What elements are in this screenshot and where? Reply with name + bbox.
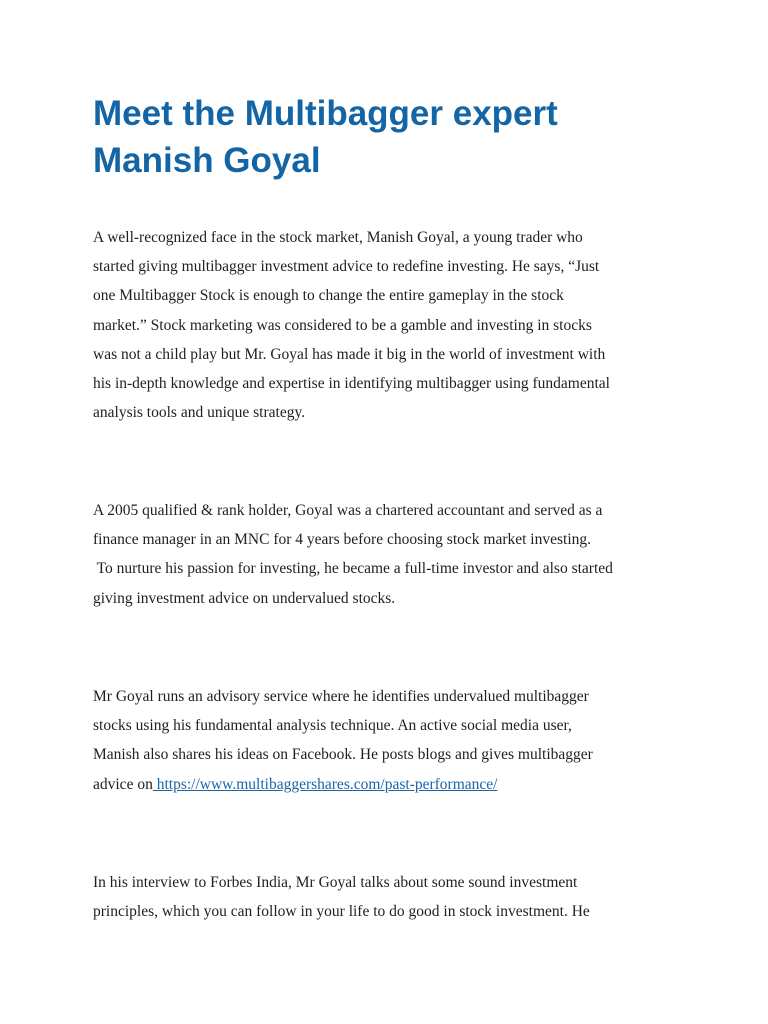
paragraph-line: To nurture his passion for investing, he became a full-time investor and also started xyxy=(93,560,613,578)
paragraph-line: his in-depth knowledge and expertise in identifying multibagger using fundamental xyxy=(93,375,610,393)
past-performance-link[interactable]: https://www.multibaggershares.com/past-performance/ xyxy=(152,775,498,793)
paragraph-line: analysis tools and unique strategy. xyxy=(93,404,306,422)
paragraph-line: finance manager in an MNC for 4 years before choosing stock market investing. xyxy=(93,531,591,549)
paragraph-line: A well-recognized face in the stock market, Manish Goyal, a young trader who xyxy=(93,229,583,246)
paragraph-line: giving investment advice on undervalued stocks. xyxy=(93,589,396,607)
paragraph-line xyxy=(93,770,693,799)
paragraph-advisory xyxy=(93,682,693,799)
paragraph-line: stocks using his fundamental analysis technique. An active social media user, xyxy=(93,717,572,735)
paragraph-line: In his interview to Forbes India, Mr Goyal talks about some sound investment xyxy=(93,874,578,891)
paragraph-line: one Multibagger Stock is enough to change the entire gameplay in the stock xyxy=(93,287,564,305)
paragraph-intro xyxy=(93,223,693,427)
paragraph-line: Manish also shares his ideas on Facebook. He posts blogs and gives multibagger xyxy=(93,746,593,764)
paragraph-line: market.” Stock marketing was considered to be a gamble and investing in stocks xyxy=(93,316,592,334)
paragraph-line: started giving multibagger investment advice to redefine investing. He says, “Just xyxy=(93,258,600,276)
paragraph-line: was not a child play but Mr. Goyal has made it big in the world of investment with xyxy=(93,345,606,363)
paragraph-line: A 2005 qualified & rank holder, Goyal was a chartered accountant and served as a xyxy=(93,502,603,519)
title-line-2: Manish Goyal xyxy=(93,141,321,180)
paragraph-background xyxy=(93,496,693,613)
page-title xyxy=(93,90,693,184)
paragraph-line: principles, which you can follow in your life to do good in stock investment. He xyxy=(93,903,590,921)
title-line-1: Meet the Multibagger expert xyxy=(93,94,558,133)
paragraph-line: Mr Goyal runs an advisory service where he identifies undervalued multibagger xyxy=(93,688,589,705)
paragraph-interview xyxy=(93,868,693,926)
link-prefix-text: advice on xyxy=(93,775,153,793)
